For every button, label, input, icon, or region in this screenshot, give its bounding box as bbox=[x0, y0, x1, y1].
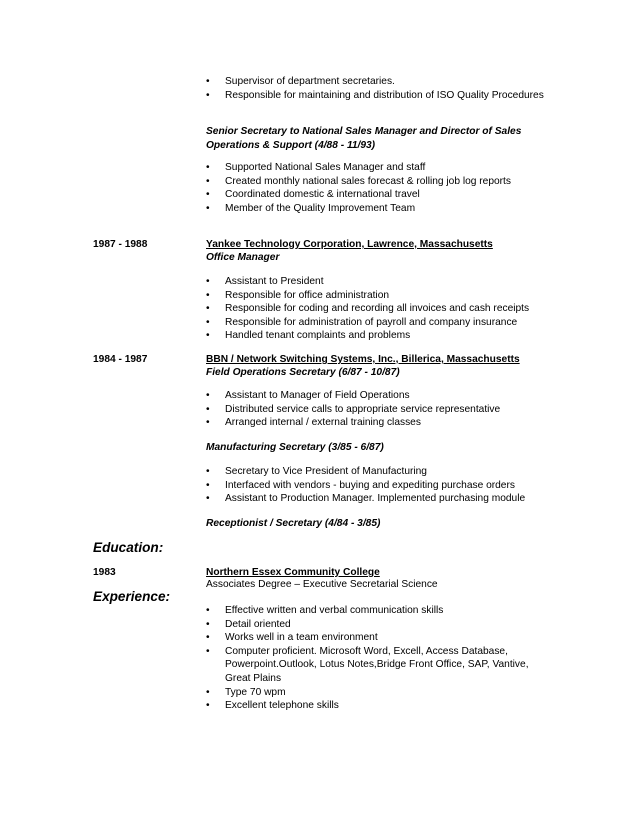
bullet-icon: • bbox=[206, 700, 210, 712]
job-dates-yankee: 1987 - 1988 bbox=[93, 239, 148, 250]
bullet-list-bbn-field bbox=[206, 389, 551, 430]
school-name: Northern Essex Community College bbox=[206, 567, 380, 578]
bullet-icon: • bbox=[206, 632, 210, 644]
list-item bbox=[206, 686, 556, 700]
bullet-text: Assistant to Manager of Field Operations bbox=[225, 390, 410, 401]
role-title-senior-secretary: Senior Secretary to National Sales Manager and Director of Sales Operations & Support (4/88 - 11/93) bbox=[206, 126, 522, 151]
bullet-icon: • bbox=[206, 493, 210, 505]
bullet-text: Supported National Sales Manager and staff bbox=[225, 162, 426, 173]
bullet-icon: • bbox=[206, 162, 210, 173]
bullet-text: Assistant to Production Manager. Implemented purchasing module bbox=[225, 493, 526, 505]
company-name-bbn: BBN / Network Switching Systems, Inc., Billerica, Massachusetts bbox=[206, 354, 520, 365]
bullet-list-yankee bbox=[206, 275, 551, 343]
bullet-icon: • bbox=[206, 330, 210, 342]
bullet-list-block2 bbox=[206, 161, 551, 215]
bullet-list-experience bbox=[206, 604, 556, 713]
bullet-text: Supervisor of department secretaries. bbox=[225, 76, 395, 87]
list-item bbox=[206, 618, 556, 632]
bullet-icon: • bbox=[206, 76, 210, 87]
bullet-text: Assistant to President bbox=[225, 276, 324, 287]
list-item bbox=[206, 75, 551, 89]
list-item bbox=[206, 465, 551, 479]
bullet-text: Computer proficient. Microsoft Word, Excell, Access Database, Powerpoint.Outlook, Lotus Notes,Bridge Front Office, SAP, Vantive, Great Plains bbox=[225, 645, 529, 684]
list-item bbox=[206, 289, 551, 303]
bullet-icon: • bbox=[206, 605, 210, 616]
list-item bbox=[206, 604, 556, 618]
bullet-text: Created monthly national sales forecast & rolling job log reports bbox=[225, 175, 511, 187]
bullet-text: Secretary to Vice President of Manufacturing bbox=[225, 466, 427, 477]
bullet-icon: • bbox=[206, 417, 210, 429]
role-title-manufacturing-secretary: Manufacturing Secretary (3/85 - 6/87) bbox=[206, 442, 384, 453]
role-title-office-manager: Office Manager bbox=[206, 252, 280, 263]
bullet-text: Responsible for coding and recording all invoices and cash receipts bbox=[225, 303, 530, 315]
job-dates-bbn: 1984 - 1987 bbox=[93, 354, 148, 365]
bullet-icon: • bbox=[206, 276, 210, 287]
education-year: 1983 bbox=[93, 567, 116, 578]
list-item bbox=[206, 202, 551, 216]
degree-text: Associates Degree – Executive Secretarial Science bbox=[206, 579, 438, 590]
list-item bbox=[206, 161, 551, 175]
list-item bbox=[206, 275, 551, 289]
role-title-receptionist: Receptionist / Secretary (4/84 - 3/85) bbox=[206, 518, 381, 529]
role-title-field-operations: Field Operations Secretary (6/87 - 10/87) bbox=[206, 367, 400, 378]
bullet-text: Interfaced with vendors - buying and expediting purchase orders bbox=[225, 479, 515, 491]
list-item bbox=[206, 479, 551, 493]
list-item bbox=[206, 699, 556, 713]
bullet-icon: • bbox=[206, 89, 210, 101]
bullet-icon: • bbox=[206, 618, 210, 630]
list-item bbox=[206, 302, 551, 316]
list-item bbox=[206, 403, 551, 417]
list-item bbox=[206, 89, 551, 103]
bullet-text: Effective written and verbal communication skills bbox=[225, 605, 444, 616]
list-item bbox=[206, 188, 551, 202]
company-name-yankee: Yankee Technology Corporation, Lawrence, Massachusetts bbox=[206, 239, 493, 250]
bullet-text: Excellent telephone skills bbox=[225, 700, 339, 712]
bullet-text: Responsible for administration of payroll and company insurance bbox=[225, 316, 518, 328]
bullet-text: Detail oriented bbox=[225, 618, 291, 630]
bullet-list-block1 bbox=[206, 75, 551, 102]
bullet-icon: • bbox=[206, 202, 210, 214]
bullet-text: Responsible for office administration bbox=[225, 289, 390, 301]
bullet-list-bbn-manufacturing bbox=[206, 465, 551, 506]
bullet-icon: • bbox=[206, 645, 210, 657]
list-item bbox=[206, 631, 556, 645]
section-heading-education: Education: bbox=[93, 540, 164, 555]
bullet-icon: • bbox=[206, 403, 210, 415]
bullet-icon: • bbox=[206, 175, 210, 187]
bullet-icon: • bbox=[206, 316, 210, 328]
bullet-icon: • bbox=[206, 390, 210, 401]
bullet-text: Arranged internal / external training classes bbox=[225, 417, 421, 429]
bullet-text: Member of the Quality Improvement Team bbox=[225, 202, 416, 214]
bullet-text: Distributed service calls to appropriate service representative bbox=[225, 403, 501, 415]
bullet-icon: • bbox=[206, 289, 210, 301]
bullet-text: Coordinated domestic & international travel bbox=[225, 189, 420, 201]
list-item bbox=[206, 389, 551, 403]
bullet-icon: • bbox=[206, 686, 210, 698]
bullet-icon: • bbox=[206, 303, 210, 315]
list-item bbox=[206, 416, 551, 430]
bullet-icon: • bbox=[206, 466, 210, 477]
list-item bbox=[206, 316, 551, 330]
bullet-icon: • bbox=[206, 479, 210, 491]
bullet-text: Works well in a team environment bbox=[225, 632, 378, 644]
list-item bbox=[206, 645, 556, 686]
bullet-icon: • bbox=[206, 189, 210, 201]
list-item bbox=[206, 329, 551, 343]
section-heading-experience: Experience: bbox=[93, 589, 171, 604]
bullet-text: Responsible for maintaining and distribution of ISO Quality Procedures bbox=[225, 89, 544, 101]
list-item bbox=[206, 175, 551, 189]
bullet-text: Handled tenant complaints and problems bbox=[225, 330, 411, 342]
bullet-text: Type 70 wpm bbox=[225, 686, 286, 698]
list-item bbox=[206, 492, 551, 506]
